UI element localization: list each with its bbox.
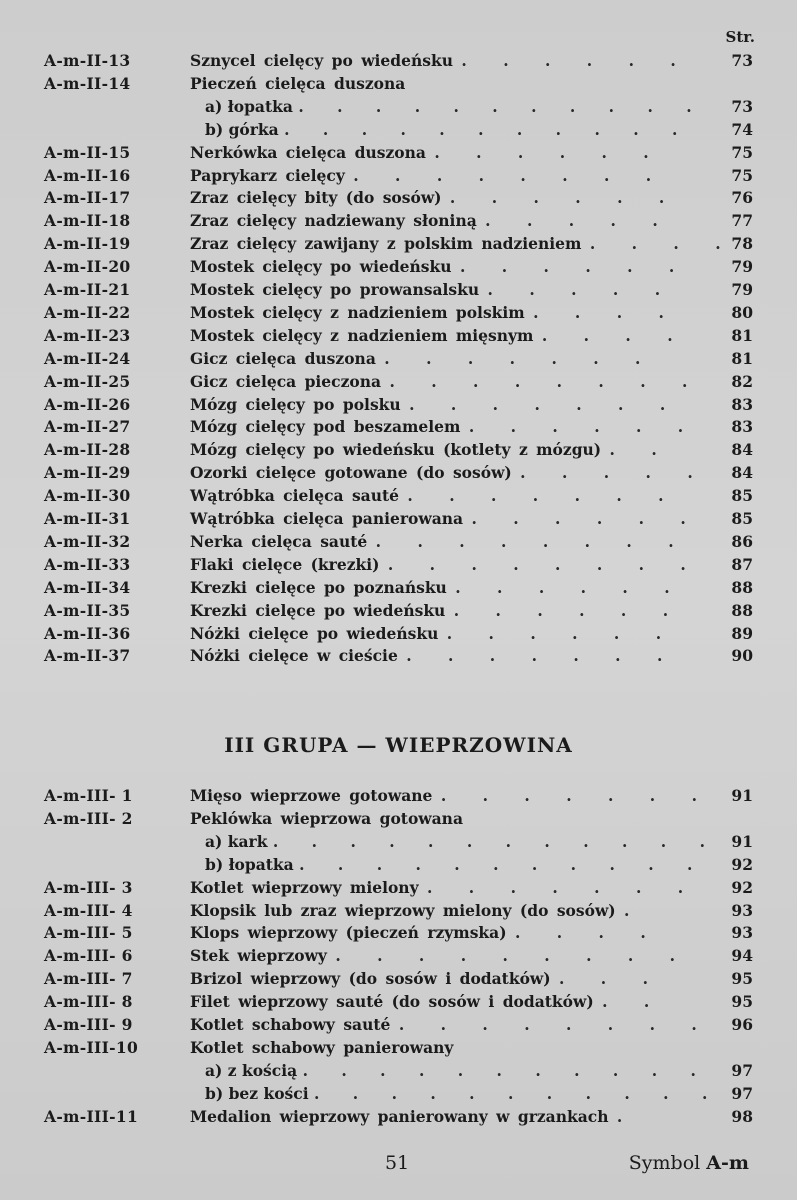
recipe-title-text: Filet wieprzowy sauté (do sosów i dodatków) [190, 992, 594, 1012]
recipe-title [190, 1015, 711, 1034]
toc-row [0, 372, 797, 394]
toc-row [0, 463, 797, 485]
recipe-title-text: Klops wieprzowy (pieczeń rzymska) [190, 923, 507, 943]
toc-row [0, 832, 797, 854]
recipe-code: A-m-II-16 [44, 165, 131, 185]
recipe-code: A-m-III-10 [44, 1037, 139, 1057]
recipe-title [190, 992, 663, 1011]
toc-row [0, 120, 797, 142]
leader-dots: . . . . . . . . [387, 554, 700, 574]
leader-dots: . . . [559, 969, 662, 989]
page-number: 83 [731, 394, 753, 414]
recipe-title [190, 901, 643, 920]
recipe-title [190, 878, 697, 897]
recipe-subitem [205, 97, 706, 116]
leader-dots: . [616, 1106, 637, 1126]
page-number: 84 [731, 463, 753, 483]
recipe-title-text: Nerka cielęca sauté [190, 531, 368, 551]
leader-dots: . . . . [589, 234, 735, 254]
page-number: 76 [731, 188, 753, 208]
recipe-title-text: Mostek cielęcy z nadzieniem polskim [190, 302, 525, 322]
leader-dots: . . . . [514, 923, 660, 943]
recipe-code: A-m-II-36 [44, 623, 131, 643]
footer-page-number: 51 [385, 1152, 410, 1174]
footer-symbol [629, 1152, 749, 1174]
leader-dots: . . . . . . . . [389, 371, 702, 391]
toc-row [0, 601, 797, 623]
recipe-title [190, 624, 675, 643]
recipe-title-text: Medalion wieprzowy panierowany w grzankach [190, 1106, 609, 1126]
page-number: 85 [731, 509, 753, 528]
recipe-code: A-m-II-25 [44, 371, 131, 391]
recipe-title-text: Nóżki cielęce w cieście [190, 646, 398, 666]
leader-dots: . . . . . . [434, 142, 663, 162]
toc-row [0, 234, 797, 256]
leader-dots: . . . . . . . . . . . [299, 854, 707, 874]
recipe-code: A-m-II-24 [44, 348, 131, 368]
recipe-title [190, 463, 707, 482]
page-number: 91 [731, 831, 753, 851]
recipe-code: A-m-II-33 [44, 554, 131, 574]
recipe-subitem [205, 832, 719, 851]
page-number: 79 [731, 257, 753, 277]
recipe-title [190, 51, 690, 70]
leader-dots: . . . . [533, 302, 678, 322]
recipe-subitem [205, 1061, 710, 1080]
leader-dots: . . [609, 440, 671, 460]
recipe-title [190, 74, 405, 93]
page-number: 96 [731, 1015, 753, 1034]
toc-row [0, 809, 797, 831]
recipe-title-text: Stek wieprzowy [190, 946, 327, 966]
recipe-title-text: Krezki cielęce po wiedeńsku [190, 600, 446, 620]
recipe-code: A-m-III- 1 [44, 786, 133, 805]
recipe-title-text: Wątróbka cielęca panierowana [190, 509, 464, 528]
recipe-code: A-m-II-20 [44, 257, 131, 277]
recipe-code: A-m-II-22 [44, 302, 131, 322]
toc-row [0, 486, 797, 508]
page-number: 92 [731, 854, 753, 874]
recipe-title-text: Gicz cielęca pieczona [190, 371, 382, 391]
recipe-code: A-m-III- 8 [44, 992, 133, 1012]
page-number: 80 [731, 302, 753, 322]
toc-row [0, 855, 797, 877]
recipe-title-text: Zraz cielęcy nadziewany słoniną [190, 211, 477, 231]
recipe-subitem [205, 1084, 721, 1103]
footer-symbol-value: A-m [706, 1152, 749, 1174]
recipe-title [190, 646, 676, 665]
page-number: 92 [731, 877, 753, 897]
page-number: 93 [731, 923, 753, 943]
toc-row [0, 786, 797, 808]
recipe-code: A-m-III- 3 [44, 877, 133, 897]
recipe-title-text: Sznycel cielęcy po wiedeńsku [190, 51, 454, 70]
toc-row [0, 303, 797, 325]
toc-row [0, 349, 797, 371]
recipe-title [190, 349, 654, 368]
toc-row [0, 166, 797, 188]
toc-row [0, 878, 797, 900]
recipe-code: A-m-II-21 [44, 280, 131, 299]
recipe-title-text: b) łopatka [205, 854, 294, 874]
recipe-title-text: Kotlet schabowy panierowany [190, 1037, 454, 1057]
leader-dots: . . . . . . [455, 577, 684, 597]
toc-row [0, 257, 797, 279]
toc-row [0, 969, 797, 991]
page-number: 98 [731, 1106, 753, 1126]
recipe-title [190, 234, 735, 253]
section-heading: III GRUPA — WIEPRZOWINA [224, 733, 573, 757]
recipe-code: A-m-II-13 [44, 51, 131, 70]
recipe-title [190, 486, 678, 505]
recipe-code: A-m-II-18 [44, 211, 131, 231]
recipe-code: A-m-II-30 [44, 486, 131, 506]
recipe-title-text: Zraz cielęcy bity (do sosów) [190, 188, 442, 208]
recipe-code: A-m-II-28 [44, 440, 131, 460]
page-number: 74 [731, 119, 753, 139]
recipe-code: A-m-III- 9 [44, 1015, 133, 1034]
toc-row [0, 1038, 797, 1060]
page-number: 95 [731, 969, 753, 989]
recipe-title-text: Krezki cielęce po poznańsku [190, 577, 447, 597]
page-number: 90 [731, 646, 753, 666]
page-number: 75 [731, 142, 753, 162]
recipe-title-text: Mostek cielęcy po wiedeńsku [190, 257, 452, 277]
page-column-label: Str. [725, 28, 755, 46]
recipe-title-text: Nóżki cielęce po wiedeńsku [190, 623, 439, 643]
recipe-code: A-m-II-27 [44, 417, 131, 437]
leader-dots: . . . . . . [449, 188, 679, 208]
recipe-title-text: Mięso wieprzowe gotowane [190, 786, 433, 805]
recipe-title [190, 555, 700, 574]
page-number: 94 [731, 946, 753, 966]
toc-row [0, 417, 797, 439]
leader-dots: . . . . . . . [407, 486, 678, 506]
recipe-code: A-m-II-26 [44, 394, 131, 414]
page-number: 81 [731, 325, 753, 345]
recipe-title [190, 326, 687, 345]
leader-dots: . . . . . . . . . . . . [272, 831, 719, 851]
page-number: 73 [731, 51, 753, 70]
page-number: 79 [731, 280, 753, 299]
recipe-title [190, 372, 701, 391]
toc-row [0, 992, 797, 1014]
toc-row [0, 74, 797, 96]
leader-dots: . [624, 900, 644, 920]
recipe-code: A-m-II-37 [44, 646, 131, 666]
toc-row [0, 143, 797, 165]
recipe-title [190, 809, 463, 828]
recipe-title-text: Kotlet schabowy sauté [190, 1015, 391, 1034]
recipe-title-text: a) łopatka [205, 96, 293, 116]
recipe-title [190, 923, 660, 942]
page-number: 77 [731, 211, 753, 231]
recipe-code: A-m-III- 5 [44, 923, 133, 943]
recipe-title [190, 969, 662, 988]
toc-row [0, 509, 797, 531]
leader-dots: . . . . . . . . . . . [284, 119, 692, 139]
recipe-title-text: Nerkówka cielęca duszona [190, 142, 426, 162]
recipe-title [190, 440, 671, 459]
leader-dots: . . . . . . . . [353, 165, 666, 185]
toc-row [0, 624, 797, 646]
recipe-title-text: Mostek cielęcy po prowansalsku [190, 280, 480, 299]
recipe-code: A-m-III- 4 [44, 900, 133, 920]
recipe-title-text: Mózg cielęcy po wiedeńsku (kotlety z mózgu) [190, 440, 602, 460]
recipe-title-text: Paprykarz cielęcy [190, 165, 345, 185]
leader-dots: . . . . . . [468, 417, 698, 437]
recipe-title [190, 257, 688, 276]
recipe-title-text: Brizol wieprzowy (do sosów i dodatków) [190, 969, 551, 989]
leader-dots: . . . . . . . [406, 646, 677, 666]
recipe-title [190, 417, 697, 436]
leader-dots: . . . . . [485, 211, 672, 231]
recipe-title-text: Mostek cielęcy z nadzieniem mięsnym [190, 325, 534, 345]
recipe-title-text: Pieczeń cielęca duszona [190, 73, 406, 93]
leader-dots: . . . . . . . [426, 877, 698, 897]
recipe-code: A-m-III- 2 [44, 808, 133, 828]
recipe-title [190, 509, 700, 528]
leader-dots: . . . . . . . . . . . [314, 1083, 722, 1103]
recipe-title [190, 1107, 636, 1126]
toc-row [0, 1084, 797, 1106]
leader-dots: . . . . . [520, 463, 707, 483]
recipe-code: A-m-II-34 [44, 577, 131, 597]
toc-row [0, 51, 797, 73]
page-number: 97 [731, 1060, 753, 1080]
toc-row [0, 555, 797, 577]
recipe-title-text: Klopsik lub zraz wieprzowy mielony (do sosów) [190, 900, 616, 920]
recipe-title [190, 188, 678, 207]
page-number: 84 [731, 440, 753, 460]
recipe-title-text: b) górka [205, 119, 279, 139]
recipe-title [190, 532, 688, 551]
recipe-code: A-m-II-31 [44, 509, 131, 528]
recipe-code: A-m-II-17 [44, 188, 131, 208]
recipe-title [190, 143, 663, 162]
page-number: 95 [731, 992, 753, 1012]
page-number: 78 [731, 234, 753, 254]
leader-dots: . . . . . . . [409, 394, 680, 414]
toc-row [0, 211, 797, 233]
recipe-title-text: a) z kością [205, 1060, 298, 1080]
toc-row [0, 1061, 797, 1083]
leader-dots: . . . . . . [471, 509, 700, 528]
page-number: 87 [731, 554, 753, 574]
toc-row [0, 578, 797, 600]
leader-dots: . . . . . . [461, 51, 690, 70]
page-number: 97 [731, 1083, 753, 1103]
recipe-code: A-m-II-29 [44, 463, 131, 483]
page-number: 75 [731, 165, 753, 185]
recipe-title-text: Mózg cielęcy pod beszamelem [190, 417, 461, 437]
leader-dots: . . . . . . [453, 600, 683, 620]
toc-row [0, 532, 797, 554]
leader-dots: . . . . . . . . . . . [298, 96, 706, 116]
recipe-title [190, 786, 711, 805]
page-number: 91 [731, 786, 753, 805]
toc-row [0, 326, 797, 348]
recipe-code: A-m-III-11 [44, 1106, 139, 1126]
recipe-title-text: Gicz cielęca duszona [190, 348, 376, 368]
recipe-title [190, 395, 679, 414]
page-number: 89 [731, 623, 753, 643]
leader-dots: . . . . . . [446, 623, 676, 643]
recipe-title [190, 1038, 453, 1057]
recipe-title [190, 946, 689, 965]
recipe-code: A-m-II-15 [44, 142, 131, 162]
recipe-title-text: b) bez kości [205, 1083, 309, 1103]
recipe-subitem [205, 855, 706, 874]
recipe-code: A-m-III- 6 [44, 946, 133, 966]
leader-dots: . . [602, 992, 664, 1012]
toc-row [0, 440, 797, 462]
toc-row [0, 280, 797, 302]
recipe-code: A-m-II-23 [44, 325, 131, 345]
page-number: 88 [731, 600, 753, 620]
leader-dots: . . . . . . . [384, 348, 655, 368]
recipe-code: A-m-III- 7 [44, 969, 133, 989]
leader-dots: . . . . . . . . . [335, 946, 690, 966]
page-number: 81 [731, 348, 753, 368]
recipe-title [190, 578, 684, 597]
leader-dots: . . . . . . . . [398, 1015, 711, 1034]
toc-row [0, 1107, 797, 1129]
recipe-code: A-m-II-14 [44, 73, 131, 93]
page-number: 93 [731, 900, 753, 920]
recipe-title-text: Ozorki cielęce gotowane (do sosów) [190, 463, 512, 483]
toc-row [0, 946, 797, 968]
leader-dots: . . . . [541, 325, 687, 345]
toc-row [0, 646, 797, 668]
recipe-title [190, 166, 665, 185]
toc-row [0, 923, 797, 945]
toc-row [0, 188, 797, 210]
recipe-title [190, 601, 682, 620]
toc-row [0, 1015, 797, 1037]
recipe-title [190, 303, 678, 322]
recipe-subitem [205, 120, 691, 139]
toc-row [0, 901, 797, 923]
footer-symbol-label: Symbol [628, 1152, 701, 1174]
toc-row [0, 97, 797, 119]
recipe-title-text: Kotlet wieprzowy mielony [190, 877, 419, 897]
page-number: 85 [731, 486, 753, 506]
leader-dots: . . . . . . [459, 257, 689, 277]
page-number: 73 [731, 96, 753, 116]
recipe-title-text: Flaki cielęce (krezki) [190, 554, 380, 574]
recipe-code: A-m-II-32 [44, 531, 131, 551]
page-number: 88 [731, 577, 753, 597]
recipe-code: A-m-II-19 [44, 234, 131, 254]
leader-dots: . . . . . . . . [375, 531, 688, 551]
recipe-title-text: a) kark [205, 831, 268, 851]
recipe-title-text: Zraz cielęcy zawijany z polskim nadzieniem [190, 234, 582, 254]
recipe-code: A-m-II-35 [44, 600, 131, 620]
leader-dots: . . . . . . . [440, 786, 711, 805]
page-number: 83 [731, 417, 753, 437]
leader-dots: . . . . . . . . . . . [302, 1060, 710, 1080]
recipe-title-text: Wątróbka cielęca sauté [190, 486, 400, 506]
recipe-title-text: Mózg cielęcy po polsku [190, 394, 401, 414]
recipe-title [190, 280, 674, 299]
recipe-title [190, 211, 672, 230]
toc-row [0, 395, 797, 417]
recipe-title-text: Peklówka wieprzowa gotowana [190, 808, 463, 828]
page-number: 82 [731, 371, 753, 391]
page-number: 86 [731, 531, 753, 551]
leader-dots: . . . . . [487, 280, 675, 299]
